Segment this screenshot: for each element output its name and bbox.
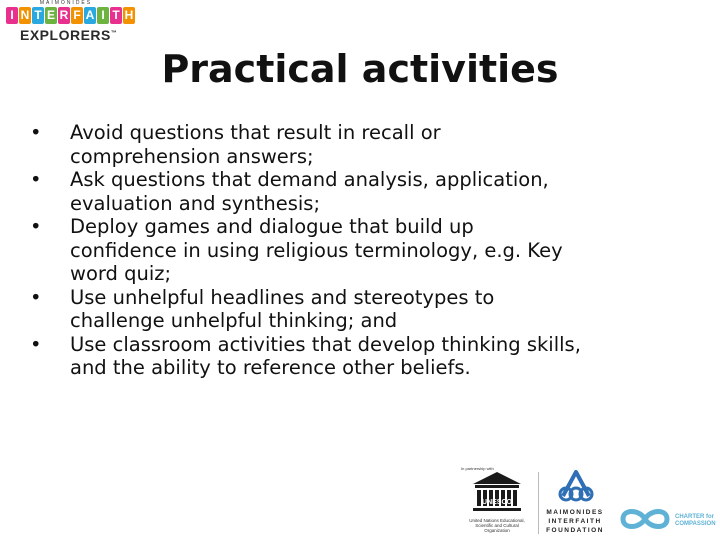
logo-tile: I: [97, 7, 109, 24]
slide-title: Practical activities: [161, 47, 559, 91]
charter-line: CHARTER for: [675, 514, 714, 520]
bullet-line: and the ability to reference other beliefs.: [70, 356, 471, 379]
logo-explorers-text: EXPLORERS™: [20, 27, 118, 43]
logo-tile: N: [20, 8, 30, 22]
bullet-line: word quiz;: [70, 262, 172, 285]
maimonides-emblem-icon: [555, 466, 597, 506]
logo-tile: T: [110, 7, 122, 24]
logo-letter-tiles: [6, 7, 135, 24]
bullet-dot: •: [30, 121, 42, 144]
bullet-list: [30, 121, 710, 380]
bullet-line: Deploy games and dialogue that build up: [70, 215, 474, 238]
logo-tile: R: [59, 8, 69, 22]
bullet-line: confidence in using religious terminology, e.g. Key: [70, 238, 563, 262]
bullet-line: Use classroom activities that develop thinking skills,: [70, 332, 581, 356]
logo-tile: I: [6, 7, 18, 24]
bullet-line: Ask questions that demand analysis, application,: [70, 168, 549, 191]
maimonides-line: MAIMONIDES: [546, 509, 604, 516]
bullet-item: [30, 215, 710, 286]
bullet-dot: •: [30, 332, 42, 356]
bullet-item: [30, 333, 710, 380]
logo-tile: E: [46, 8, 55, 22]
logo-tile: F: [71, 7, 83, 24]
partner-logos: [455, 462, 720, 540]
bullet-item: [30, 286, 710, 333]
bullet-line: Avoid questions that result in recall or: [70, 121, 441, 144]
logo-tile: H: [124, 8, 134, 22]
logo-top-text: MAIMONIDES: [39, 0, 93, 6]
maimonides-line: INTERFAITH: [548, 518, 602, 525]
unesco-caption: United Nations Educational, Scientific and Cultural Organization: [469, 518, 525, 533]
bullet-line: evaluation and synthesis;: [70, 191, 321, 215]
unesco-partner-text: In partnership with: [461, 466, 494, 471]
unesco-logo: [455, 462, 531, 537]
bullet-item: [30, 168, 710, 215]
bullet-line: Use unhelpful headlines and stereotypes to: [70, 285, 495, 309]
bullet-dot: •: [30, 168, 42, 191]
logo-tile: A: [85, 8, 95, 22]
charter-line: COMPASSION: [675, 521, 716, 527]
maimonides-foundation-text: [539, 508, 611, 535]
charter-infinity-icon: [617, 506, 673, 532]
interfaith-explorers-logo: [6, 0, 134, 46]
charter-for-compassion-text: [675, 514, 720, 528]
unesco-name: UNESCO: [482, 499, 512, 506]
bullet-item: [30, 121, 710, 168]
bullet-dot: •: [30, 215, 42, 238]
bullet-line: challenge unhelpful thinking; and: [70, 309, 398, 332]
maimonides-line: FOUNDATION: [546, 527, 604, 534]
logo-tile: T: [32, 7, 44, 24]
bullet-line: comprehension answers;: [70, 144, 314, 168]
bullet-dot: •: [30, 285, 42, 309]
